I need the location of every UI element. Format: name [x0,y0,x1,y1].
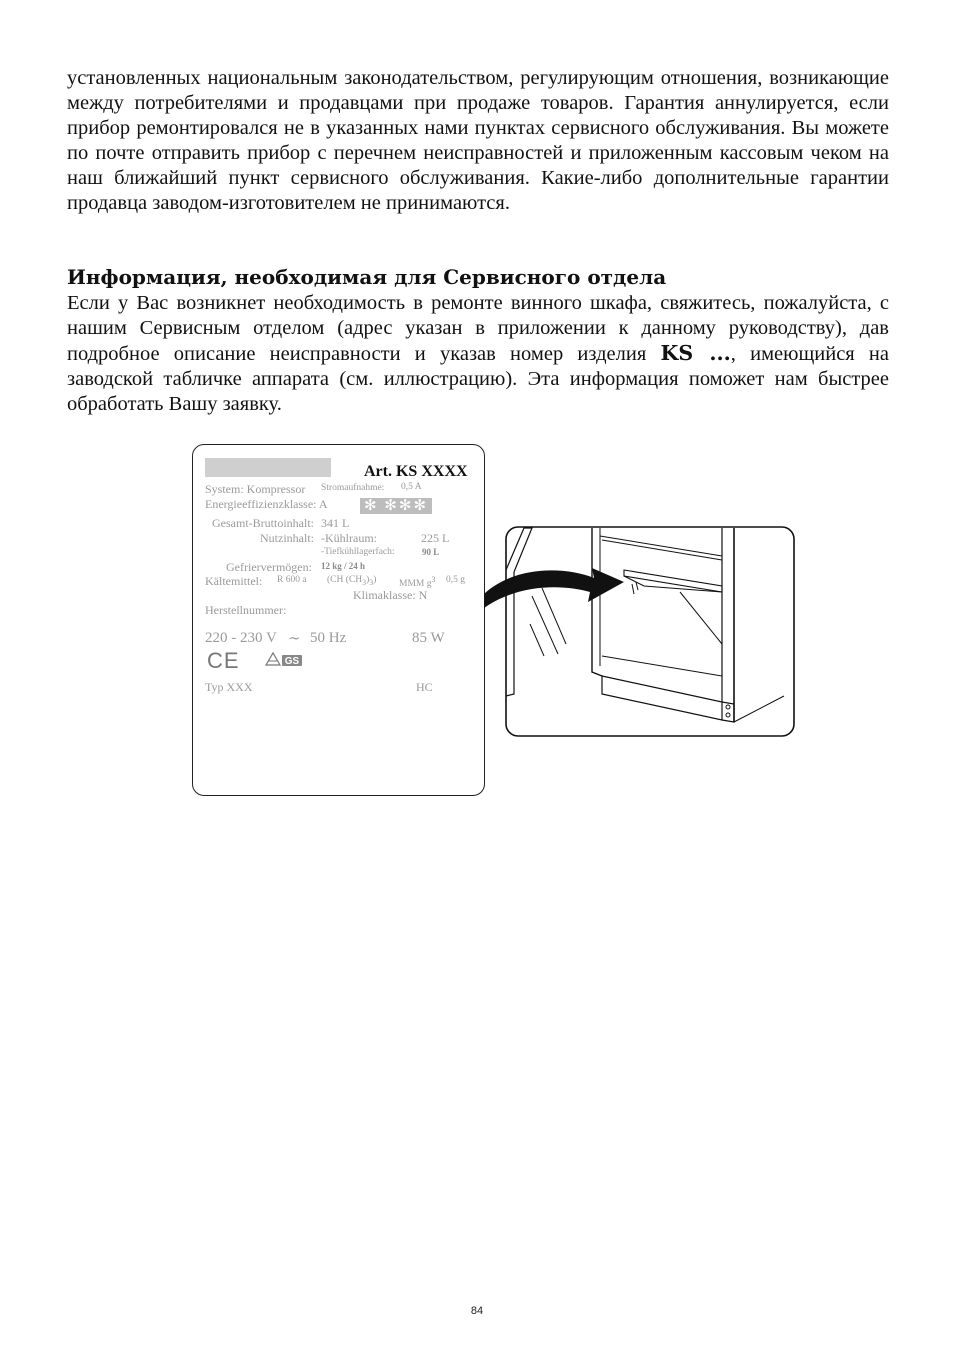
star-rating-icon: ✻ ✻✻✻ [360,498,432,514]
service-text-end: , имеющийся на заводской табличке аппарата (см. иллюстрацию). Эта информация поможет нам быстрее обработать Вашу заявку. [67,343,890,415]
plate-nutzinhalt: Nutzinhalt: [260,531,314,545]
cabinet-illustration [484,526,796,738]
warranty-paragraph: установленных национальным законодательством, регулирующим отношения, возникающие между потребителями и продавцами при продаже товаров. Гарантия аннулируется, если прибор ремонтировался не в указанных нами пунктах сервисного обслуживания. Вы можете по почте отправить прибор с перечнем неисправностей и приложенным кассовым чеком на наш ближайший пункт сервисного обслуживания. Какие-либо дополнительные гарантии продавца заводом-изготовителем не принимаются. [67,67,889,214]
plate-kaeltemittel: Kältemittel: [205,574,263,588]
gs-text: GS [284,656,300,667]
plate-hc: HC [416,680,433,694]
plate-art-number: Art. KS XXXX [364,463,468,480]
plate-gefrier-value: 12 kg / 24 h [321,561,366,571]
ac-tilde-icon: ∼ [288,631,301,647]
gs-mark-svg [264,651,304,667]
plate-mmm: MMM $g^3$ [399,575,436,590]
plate-frequency: 50 Hz [310,630,347,646]
rating-plate [192,444,485,796]
plate-klima: Klimaklasse: N [353,588,428,602]
page-number: 84 [470,1305,484,1317]
cabinet-svg [484,526,796,738]
plate-gesamt-value: 341 L [321,516,350,530]
plate-formula: (CH $(CH_3)_3$) [327,575,377,587]
model-code: KS ... [660,341,731,365]
plate-type: Typ XXX [205,680,253,694]
service-paragraph [67,291,889,417]
plate-gesamt: Gesamt-Bruttoinhalt: [212,516,314,530]
plate-kuehlraum-value: 225 L [421,531,450,545]
ce-mark-icon: CE [207,648,240,673]
gs-mark-icon [264,651,304,667]
plate-tiefkuehl: -Tiefkühllagerfach: [321,547,395,557]
plate-brand-bar [205,458,331,477]
plate-tiefkuehl-value: 90 L [422,547,440,557]
plate-kaeltemittel-value: R 600 a [277,575,307,585]
plate-stromaufnahme: Stromaufnahme: [321,483,385,493]
plate-voltage: 220 - 230 V [205,630,277,646]
service-text-start: Если у Вас возникнет необходимость в ремонте винного шкафа, свяжитесь, пожалуйста, с нашим Сервисным отделом (адрес указан в приложении к данному руководству), дав подробное описание неисправности и указав номер изделия [67,292,889,365]
plate-kuehlraum: -Kühlraum: [321,531,377,545]
plate-system: System: Kompressor [205,482,306,496]
gs-triangle-shape [266,653,280,665]
plate-herstellnummer: Herstellnummer: [205,603,287,617]
plate-stromaufnahme-value: 0,5 A [401,482,422,492]
section-heading: Информация, необходимая для Сервисного отдела [67,265,667,289]
plate-wattage: 85 W [412,630,445,646]
plate-gefrier: Gefriervermögen: [226,560,312,574]
plate-mmm-value: 0,5 g [446,575,465,585]
plate-energy-class: Energieeffizienzklasse: A [205,497,328,511]
